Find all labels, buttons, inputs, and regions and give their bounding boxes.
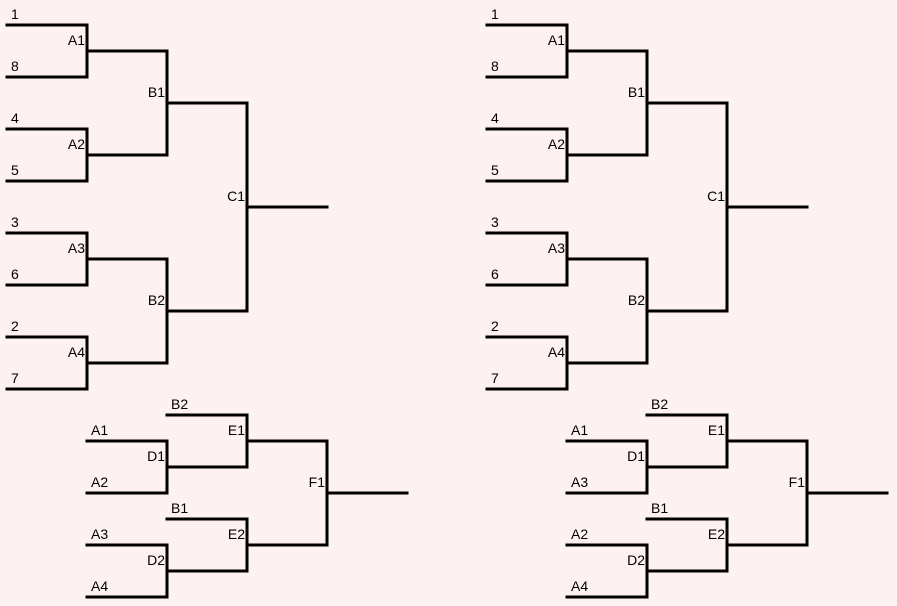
seed-label: 1 (491, 6, 499, 22)
entry-label: A2 (571, 526, 589, 542)
entry-label: A2 (91, 474, 109, 490)
match-label: A2 (547, 136, 565, 152)
seed-label: 6 (491, 266, 499, 282)
match-label: E1 (707, 422, 725, 438)
seed-label: 4 (491, 110, 499, 126)
match-label: A3 (547, 240, 565, 256)
entry-label: A4 (571, 578, 589, 594)
seed-label: 7 (11, 370, 19, 386)
seed-label: 8 (491, 58, 499, 74)
match-label: B2 (147, 292, 165, 308)
match-label: D1 (147, 448, 165, 464)
seed-label: 4 (11, 110, 19, 126)
match-label: F1 (308, 474, 325, 490)
seed-label: 1 (11, 6, 19, 22)
seed-label: 5 (11, 162, 19, 178)
match-label: F1 (788, 474, 805, 490)
match-label: A4 (67, 344, 85, 360)
entry-label: B1 (171, 500, 189, 516)
match-label: E1 (227, 422, 245, 438)
seed-label: 2 (491, 318, 499, 334)
entry-label: B2 (651, 396, 669, 412)
match-label: D2 (147, 552, 165, 568)
entry-label: A3 (91, 526, 109, 542)
entry-label: A3 (571, 474, 589, 490)
seed-label: 8 (11, 58, 19, 74)
seed-label: 5 (491, 162, 499, 178)
match-label: D2 (627, 552, 645, 568)
match-label: A3 (67, 240, 85, 256)
match-label: B1 (147, 84, 165, 100)
match-label: A1 (547, 32, 565, 48)
match-label: A1 (67, 32, 85, 48)
seed-label: 6 (11, 266, 19, 282)
match-label: C1 (227, 188, 245, 204)
entry-label: A1 (571, 422, 589, 438)
match-label: D1 (627, 448, 645, 464)
match-label: E2 (227, 526, 245, 542)
seed-label: 3 (11, 214, 19, 230)
seed-label: 3 (491, 214, 499, 230)
entry-label: B1 (651, 500, 669, 516)
match-label: B1 (627, 84, 645, 100)
match-label: B2 (627, 292, 645, 308)
match-label: C1 (707, 188, 725, 204)
seed-label: 7 (491, 370, 499, 386)
seed-label: 2 (11, 318, 19, 334)
entry-label: B2 (171, 396, 189, 412)
entry-label: A4 (91, 578, 109, 594)
match-label: E2 (707, 526, 725, 542)
entry-label: A1 (91, 422, 109, 438)
match-label: A4 (547, 344, 565, 360)
match-label: A2 (67, 136, 85, 152)
